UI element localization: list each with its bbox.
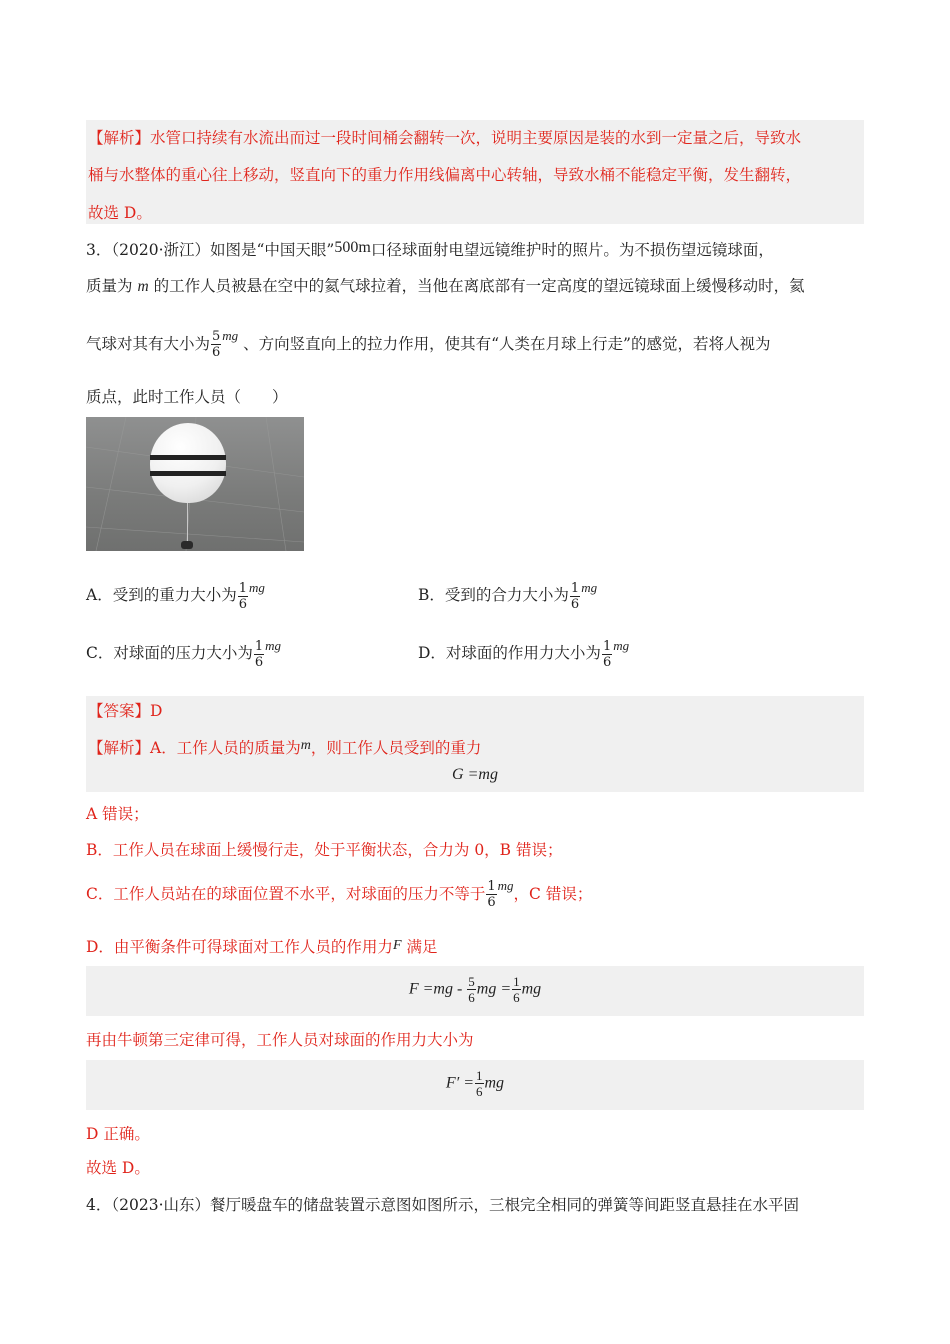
analysis-d-text: D．由平衡条件可得球面对工作人员的作用力 — [86, 938, 393, 956]
analysis-a-line — [88, 736, 481, 758]
prev-analysis-line2: 桶与水整体的重心往上移动，竖直向下的重力作用线偏离中心转轴，导致水桶不能稳定平衡，发生翻转， — [88, 166, 802, 184]
eq3-right: mg — [484, 1074, 505, 1092]
equation-gravity: G =mg — [452, 766, 498, 783]
eq3-frac — [475, 1068, 484, 1099]
frac-den: 6 — [570, 596, 580, 612]
mg-symbol: mg — [222, 328, 239, 343]
eq2-frac2 — [512, 974, 521, 1005]
equation-reaction — [86, 1068, 864, 1099]
mg-symbol: mg — [265, 638, 282, 653]
analysis-choose: 故选 D。 — [86, 1159, 150, 1177]
answer-value: D — [150, 702, 163, 720]
frac-num: 1 — [602, 638, 612, 654]
q3-line3 — [86, 326, 770, 366]
frac-den: 6 — [212, 344, 221, 360]
frac-num: 1 — [513, 974, 520, 989]
option-c-fraction — [254, 639, 264, 670]
q3-number: 3． — [86, 241, 112, 259]
eq2-right: mg — [521, 980, 542, 998]
equation-force — [86, 974, 864, 1005]
frac-den: 6 — [513, 990, 520, 1005]
option-d-fraction — [602, 639, 612, 670]
frac-num: 1 — [476, 1068, 483, 1083]
frac-den: 6 — [487, 894, 496, 910]
worker-figure — [181, 541, 193, 549]
frac-den: 6 — [468, 990, 475, 1005]
answer-analysis-block — [86, 696, 864, 792]
option-c-label: C．对球面的压力大小为 — [86, 644, 253, 662]
helium-balloon — [150, 423, 226, 503]
option-d[interactable] — [418, 638, 629, 670]
eq2-frac1 — [467, 974, 476, 1005]
frac-num: 1 — [487, 878, 496, 894]
option-d-label: D．对球面的作用力大小为 — [418, 644, 601, 662]
frac-num: 1 — [254, 638, 264, 654]
mg-symbol: mg — [613, 638, 630, 653]
frac-num: 5 — [212, 328, 221, 344]
q3-line2 — [86, 276, 805, 297]
q3-text3b: 、方向竖直向上的拉力作用，使其有“人类在月球上行走”的感觉，若将人视为 — [243, 335, 771, 353]
analysis-c-fraction — [486, 879, 496, 910]
analysis-d-line — [86, 936, 437, 957]
option-a-fraction — [238, 581, 248, 612]
frac-num: 5 — [468, 974, 475, 989]
equation-reaction-block — [86, 1060, 864, 1110]
q4-number: 4． — [86, 1196, 112, 1214]
frac-num: 1 — [570, 580, 580, 596]
prev-analysis-line1: 水管口持续有水流出而过一段时间桶会翻转一次，说明主要原因是装的水到一定量之后，导致水 — [150, 129, 802, 147]
fraction-five-sixths — [211, 329, 221, 360]
q4-line — [86, 1195, 799, 1215]
analysis-tag: 【解析】 — [88, 129, 151, 147]
analysis-a-text: A．工作人员的质量为 — [150, 739, 301, 757]
frac-num: 1 — [238, 580, 247, 596]
frac-den: 6 — [602, 654, 612, 670]
eq3-left: F′ = — [445, 1074, 474, 1092]
prev-analysis-block — [86, 120, 864, 224]
analysis-a-text2: ，则工作人员受到的重力 — [310, 739, 482, 757]
analysis-newton-line: 再由牛顿第三定律可得，工作人员对球面的作用力大小为 — [86, 1031, 474, 1049]
mass-symbol: m — [300, 738, 311, 753]
balloon-rope — [187, 503, 188, 543]
equation-force-block — [86, 966, 864, 1016]
q3-text3a: 气球对其有大小为 — [86, 335, 211, 353]
analysis-c-end: ，C 错误； — [513, 885, 593, 903]
analysis-tag: 【解析】 — [88, 739, 151, 757]
option-a-label: A．受到的重力大小为 — [86, 586, 237, 604]
q3-text2a: 质量为 — [86, 277, 133, 295]
aperture: 500m — [334, 239, 371, 256]
analysis-a-wrong: A 错误； — [86, 805, 149, 823]
mg-symbol: mg — [248, 580, 265, 595]
analysis-d-correct: D 正确。 — [86, 1125, 150, 1143]
frac-den: 6 — [254, 654, 264, 670]
q3-text1a: 如图是“中国天眼” — [210, 241, 335, 259]
frac-den: 6 — [238, 596, 247, 612]
q3-source: （2020·浙江） — [111, 241, 210, 259]
analysis-c-text: C．工作人员站在的球面位置不水平，对球面的压力不等于 — [86, 885, 486, 903]
analysis-b-line: B．工作人员在球面上缓慢行走，处于平衡状态，合力为 0，B 错误； — [86, 841, 563, 859]
tianyan-balloon-photo — [86, 417, 304, 551]
prev-analysis-line3: 故选 D。 — [88, 204, 152, 222]
eq2-mid: mg = — [476, 980, 512, 998]
option-c[interactable] — [86, 638, 281, 670]
analysis-d-end: 满足 — [406, 938, 438, 956]
q3-text2b: 的工作人员被悬在空中的氦气球拉着，当他在离底部有一定高度的望远镜球面上缓慢移动时，氦 — [153, 277, 805, 295]
mg-symbol: mg — [581, 580, 598, 595]
q4-text: （2023·山东）餐厅暖盘车的储盘装置示意图如图所示，三根完全相同的弹簧等间距竖直悬挂在水平固 — [111, 1196, 800, 1214]
option-b-fraction — [570, 581, 580, 612]
q3-line4: 质点，此时工作人员（ ） — [86, 388, 288, 406]
q3-line1 — [86, 238, 774, 260]
answer-line — [88, 701, 162, 721]
option-b-label: B．受到的合力大小为 — [418, 586, 569, 604]
mg-symbol: mg — [497, 878, 514, 893]
q3-text1b: 口径球面射电望远镜维护时的照片。为不损伤望远镜球面， — [370, 241, 774, 259]
frac-den: 6 — [476, 1084, 483, 1099]
option-b[interactable] — [418, 580, 597, 612]
analysis-c-line — [86, 876, 592, 916]
answer-tag: 【答案】 — [88, 702, 151, 720]
option-a[interactable] — [86, 580, 265, 612]
force-symbol: F — [392, 938, 402, 953]
mass-symbol: m — [137, 278, 149, 295]
eq2-left: F =mg - — [408, 980, 463, 998]
